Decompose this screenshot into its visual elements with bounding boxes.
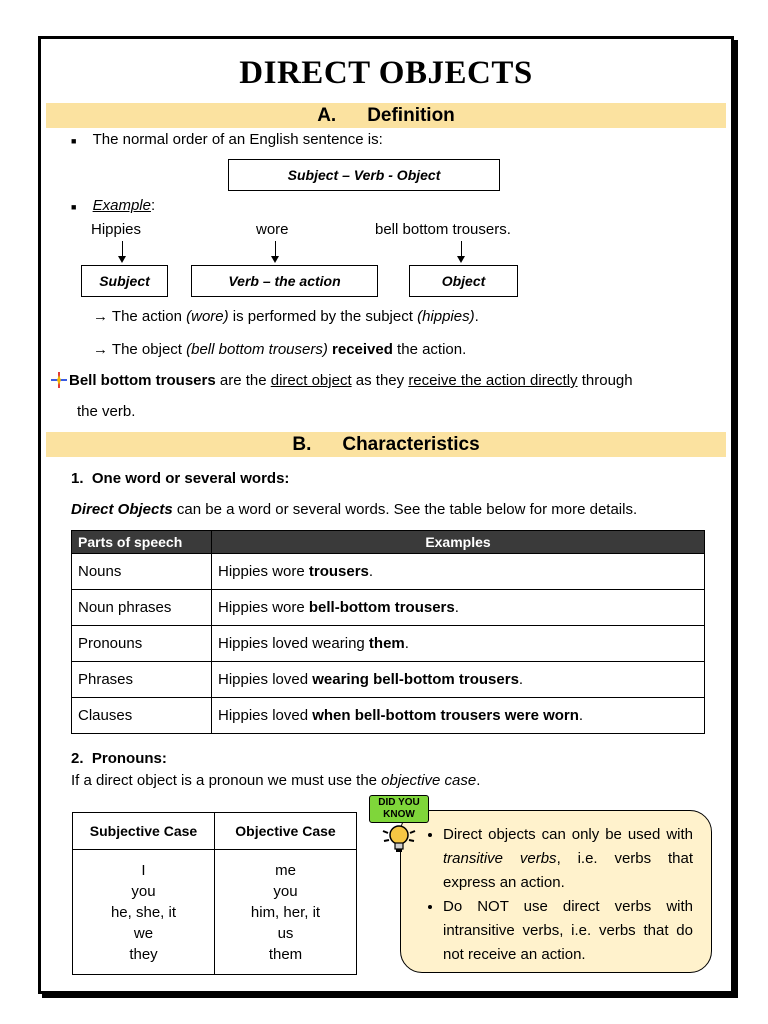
text-span: 1. (71, 470, 84, 487)
section-b-header (46, 432, 726, 457)
text-span: Hippies wore (218, 599, 309, 616)
text-span: . (454, 599, 459, 616)
text-span: direct object (270, 372, 352, 389)
text-span: as they (351, 372, 409, 389)
arrow-line-1 (93, 308, 479, 326)
text-span: is performed by the subject (228, 308, 418, 325)
table-cell: Phrases (72, 662, 212, 698)
pronoun: him, her, it (250, 903, 321, 921)
table-cell: Clauses (72, 698, 212, 734)
pronoun: them (268, 945, 303, 963)
text-span: . (518, 671, 524, 688)
did-you-know-callout (400, 810, 712, 973)
did-you-know-badge (367, 795, 431, 855)
example-word-verb: wore (256, 221, 289, 238)
example-word-subject: Hippies (91, 221, 142, 238)
text-span: The object (111, 341, 187, 358)
section-b-letter: B. (292, 434, 312, 455)
table-row (72, 554, 705, 590)
text-span: bell-bottom trousers (308, 599, 455, 616)
table-cell (212, 554, 705, 590)
table-header: Parts of speech (72, 531, 212, 554)
arrow-down-icon (118, 256, 126, 263)
text-span: . (404, 635, 409, 652)
text-span: trousers (308, 563, 369, 580)
table-row (73, 850, 357, 975)
text-span: Direct Objects (71, 501, 173, 518)
text-span: 2. (71, 750, 84, 767)
text-span: received (327, 341, 393, 358)
point1-heading (71, 470, 289, 488)
text-span: the action. (392, 341, 467, 358)
callout-list (401, 811, 711, 967)
square-bullet-icon: ■ (71, 136, 77, 146)
text-span: Pronouns: (91, 750, 167, 767)
pronoun: you (273, 882, 298, 900)
table-header: Objective Case (215, 813, 357, 850)
table-row (72, 662, 705, 698)
text-span: . (368, 563, 374, 580)
arrow-line (275, 241, 276, 257)
example-word-object: bell bottom trousers. (375, 221, 511, 238)
text-span: Hippies wore (218, 563, 309, 580)
text-span: wearing bell-bottom trousers (312, 671, 519, 688)
text-span: Hippies loved (218, 671, 313, 688)
intro-text: The normal order of an English sentence is: (92, 131, 383, 148)
text-span: One word or several words: (91, 470, 290, 487)
pronoun-case-table (72, 812, 357, 975)
callout-bullet-2: • Do NOT use direct verbs with intransitive verbs, i.e. verbs that do not receive an action. (443, 895, 693, 967)
parts-of-speech-table (71, 530, 705, 734)
pronoun: me (275, 861, 296, 879)
key-point-line2: the verb. (77, 403, 136, 420)
page-frame (38, 36, 734, 994)
point2-heading (71, 750, 167, 768)
table-row (72, 626, 705, 662)
text-span: If a direct object is a pronoun we must use the (71, 772, 382, 789)
square-bullet-icon: ■ (71, 202, 77, 212)
text-span: (wore) (186, 308, 229, 325)
table-header: Subjective Case (73, 813, 215, 850)
section-a-letter: A. (317, 105, 337, 126)
text-span: KNOW (383, 809, 415, 820)
table-cell (212, 590, 705, 626)
section-b-heading: Characteristics (342, 434, 480, 455)
arrow-down-icon (457, 256, 465, 263)
right-arrow-icon: → (93, 308, 108, 325)
text-span: through (577, 372, 633, 389)
pronoun: you (131, 882, 156, 900)
table-header-row (73, 813, 357, 850)
subjective-list (73, 850, 215, 975)
text-span: receive the action directly (408, 372, 578, 389)
table-row (72, 698, 705, 734)
table-cell: Noun phrases (72, 590, 212, 626)
objective-list (215, 850, 357, 975)
key-point-line1 (69, 372, 633, 390)
bullet-line-intro (71, 131, 383, 150)
pronoun: they (129, 945, 158, 963)
text-span: (hippies) (417, 308, 475, 325)
text-span: can be a word or several words. See the table below for more details. (172, 501, 638, 518)
table-row (72, 590, 705, 626)
table-cell (212, 626, 705, 662)
text-span: . (474, 308, 479, 325)
text-span: . (578, 707, 584, 724)
section-a-header (46, 103, 726, 128)
text-span: are the (215, 372, 271, 389)
table-cell: Nouns (72, 554, 212, 590)
example-colon: : (150, 197, 156, 214)
arrow-down-icon (271, 256, 279, 263)
text-span: Bell bottom trousers (69, 372, 216, 389)
table-header-row (72, 531, 705, 554)
text-span: them (368, 635, 405, 652)
page-title: DIRECT OBJECTS (239, 55, 533, 91)
table-cell (212, 698, 705, 734)
text-span: objective case (381, 772, 477, 789)
lightbulb-icon (379, 821, 419, 855)
arrow-line-2 (93, 341, 466, 359)
pronoun: I (141, 861, 146, 879)
text-span: Hippies loved (218, 707, 313, 724)
subject-box: Subject (81, 265, 168, 297)
right-arrow-icon: → (93, 341, 108, 358)
object-box: Object (409, 265, 518, 297)
point2-text (71, 772, 480, 790)
text-span: Hippies loved wearing (218, 635, 369, 652)
arrow-line (461, 241, 462, 257)
pronoun: we (133, 924, 154, 942)
badge-label (369, 795, 429, 823)
section-a-heading: Definition (367, 105, 455, 126)
pronoun: he, she, it (110, 903, 177, 921)
text-span: The action (111, 308, 187, 325)
text-span: when bell-bottom trousers were worn (312, 707, 579, 724)
arrow-line (122, 241, 123, 257)
text-span: transitive verbs (443, 850, 557, 867)
callout-bullet-1 (443, 823, 693, 895)
text-span: , i.e. verbs that express an action. (443, 850, 693, 891)
text-span: (bell bottom trousers) (186, 341, 328, 358)
pronoun: us (277, 924, 294, 942)
text-span: . (476, 772, 481, 789)
verb-box: Verb – the action (191, 265, 378, 297)
text-span: DID YOU (378, 797, 420, 808)
point1-text (71, 501, 637, 519)
table-cell: Pronouns (72, 626, 212, 662)
example-label: Example (92, 197, 151, 214)
text-span: Direct objects can only be used with (443, 826, 693, 843)
star-bullet-icon (51, 372, 67, 388)
order-box: Subject – Verb - Object (228, 159, 500, 191)
bullet-line-example (71, 197, 155, 216)
table-cell (212, 662, 705, 698)
table-header: Examples (212, 531, 705, 554)
